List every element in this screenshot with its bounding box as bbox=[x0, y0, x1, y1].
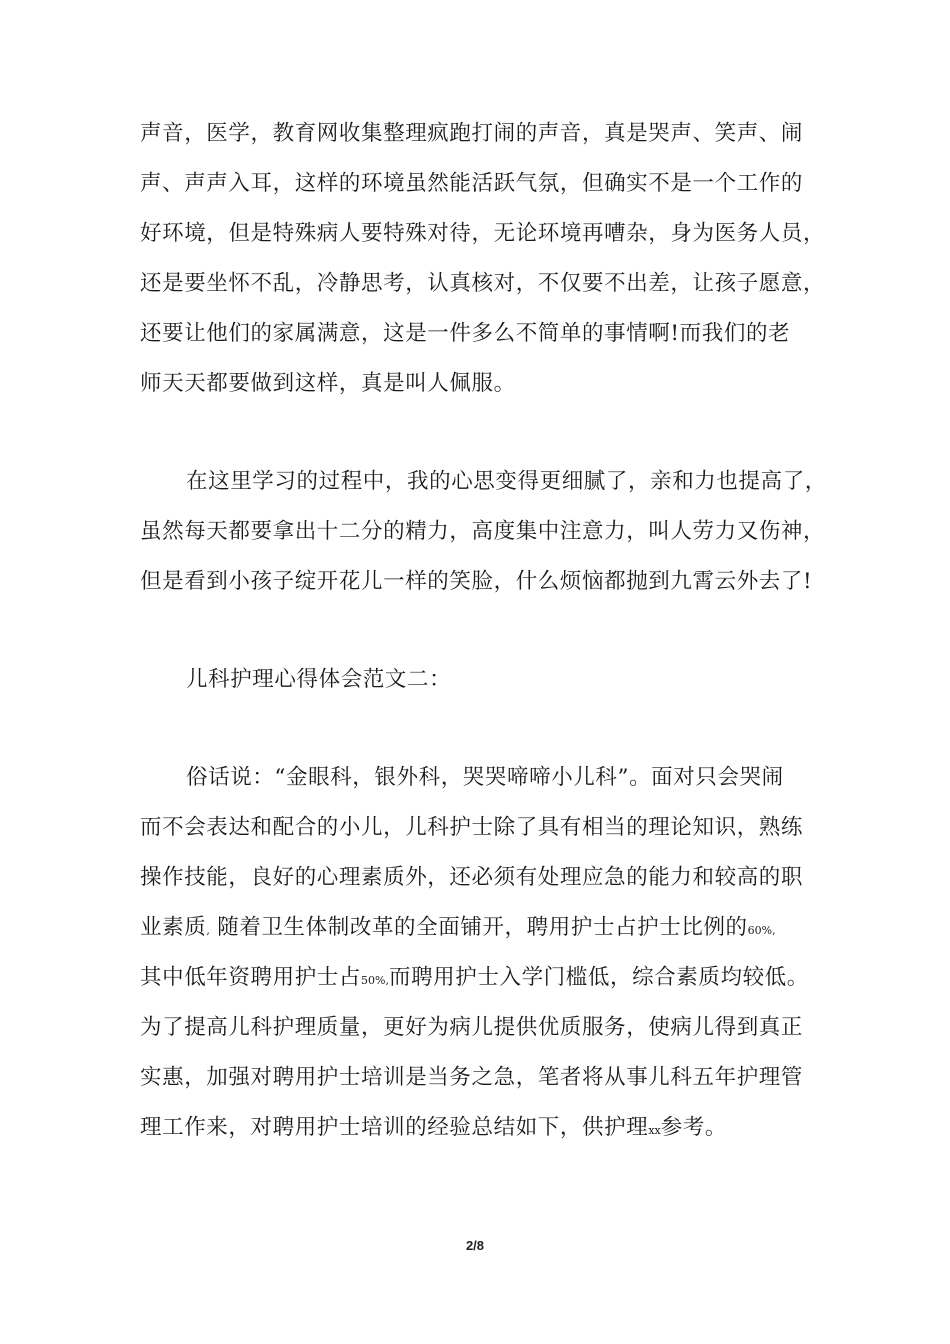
paragraph-line bbox=[140, 1114, 727, 1145]
text-segment: 其中低年资聘用护士占 bbox=[140, 965, 362, 990]
paragraph-line: 声音，医学，教育网收集整理疯跑打闹的声音，真是哭声、笑声、闹 bbox=[140, 121, 804, 146]
text-segment: 业素质 bbox=[140, 915, 207, 940]
paragraph-line: 虽然每天都要拿出十二分的精力，高度集中注意力，叫人劳力又伤神， bbox=[140, 519, 826, 544]
text-segment: 参考。 bbox=[660, 1115, 728, 1140]
paragraph-line: 还要让他们的家属满意，这是一件多么不简单的事情啊!而我们的老 bbox=[140, 321, 791, 346]
paragraph-line: 声、声声入耳，这样的环境虽然能活跃气氛，但确实不是一个工作的 bbox=[140, 171, 804, 196]
percent-value: 50%, bbox=[361, 974, 389, 987]
paragraph-line: 还是要坐怀不乱，冷静思考，认真核对，不仅要不出差，让孩子愿意， bbox=[140, 271, 826, 296]
paragraph-line: 操作技能，良好的心理素质外，还必须有处理应急的能力和较高的职 bbox=[140, 865, 804, 890]
paragraph-line: 实惠，加强对聘用护士培训是当务之急，笔者将从事儿科五年护理管 bbox=[140, 1065, 804, 1090]
paragraph-line: 俗话说：“金眼科，银外科，哭哭啼啼小儿科”。面对只会哭闹 bbox=[186, 765, 784, 790]
paragraph-line bbox=[140, 964, 809, 995]
paragraph-line: 为了提高儿科护理质量，更好为病儿提供优质服务，使病儿得到真正 bbox=[140, 1015, 804, 1040]
text-segment: 随着卫生体制改革的全面铺开，聘用护士占护士比例的 bbox=[217, 915, 748, 940]
paragraph-line: 但是看到小孩子绽开花儿一样的笑脸，什么烦恼都抛到九霄云外去了! bbox=[140, 569, 813, 594]
text-segment: , bbox=[206, 924, 210, 937]
paragraph-line: 师天天都要做到这样，真是叫人佩服。 bbox=[140, 371, 516, 396]
paragraph-line bbox=[140, 914, 776, 945]
page-number: 2/8 bbox=[465, 1238, 485, 1253]
paragraph-line: 而不会表达和配合的小儿，儿科护士除了具有相当的理论知识，熟练 bbox=[140, 815, 804, 840]
percent-value: 60%, bbox=[747, 924, 776, 937]
paragraph-line: 在这里学习的过程中，我的心思变得更细腻了，亲和力也提高了， bbox=[186, 469, 827, 494]
text-segment: 理工作来，对聘用护士培训的经验总结如下，供护理 bbox=[140, 1115, 649, 1140]
section-heading: 儿科护理心得体会范文二： bbox=[186, 667, 452, 692]
paragraph-line: 好环境，但是特殊病人要特殊对待，无论环境再嘈杂，身为医务人员， bbox=[140, 221, 826, 246]
text-segment: xx bbox=[648, 1124, 661, 1137]
text-segment: 而聘用护士入学门槛低，综合素质均较低。 bbox=[388, 965, 809, 990]
